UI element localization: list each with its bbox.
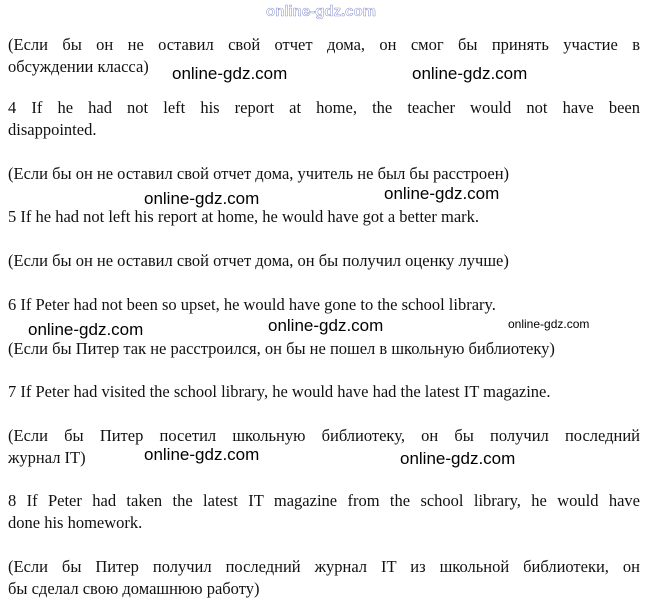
text-line: 5 If he had not left his report at home, he would have got a better mark. bbox=[8, 207, 480, 226]
text-line: 8 If Peter had taken the latest IT magazine from the school library, he would have bbox=[8, 491, 640, 510]
watermark: online-gdz.com bbox=[28, 320, 144, 339]
text-line: журнал IT) bbox=[8, 448, 86, 467]
text-line: (Если бы Питер посетил школьную библиотеку, он бы получил последний bbox=[8, 426, 640, 445]
watermark: online-gdz.com bbox=[384, 184, 500, 203]
text-line: (Если бы Питер получил последний журнал IT из школьной библиотеки, он bbox=[8, 557, 640, 576]
text-line: обсуждении класса) bbox=[8, 57, 149, 76]
watermark: online-gdz.com bbox=[144, 445, 260, 464]
watermark: online-gdz.com bbox=[508, 317, 590, 331]
header-watermark: online-gdz.com bbox=[266, 3, 376, 20]
text-line: (Если бы он не оставил свой отчет дома, он смог бы принять участие в bbox=[8, 35, 640, 54]
watermark: online-gdz.com bbox=[172, 64, 288, 83]
watermark: online-gdz.com bbox=[144, 189, 260, 208]
text-line: бы сделал свою домашнюю работу) bbox=[8, 579, 260, 598]
text-line: 6 If Peter had not been so upset, he would have gone to the school library. bbox=[8, 295, 496, 314]
text-line: 4 If he had not left his report at home, the teacher would not have been bbox=[8, 98, 640, 117]
watermark: online-gdz.com bbox=[412, 64, 528, 83]
text-line: 7 If Peter had visited the school library, he would have had the latest IT magazine. bbox=[8, 382, 551, 401]
text-line: (Если бы он не оставил свой отчет дома, он бы получил оценку лучше) bbox=[8, 251, 509, 270]
text-line: done his homework. bbox=[8, 513, 143, 532]
watermark: online-gdz.com bbox=[400, 449, 516, 468]
text-line: (Если бы Питер так не расстроился, он бы не пошел в школьную библиотеку) bbox=[8, 339, 555, 358]
text-line: (Если бы он не оставил свой отчет дома, учитель не был бы расстроен) bbox=[8, 164, 510, 183]
watermark: online-gdz.com bbox=[268, 316, 384, 335]
text-line: disappointed. bbox=[8, 120, 97, 139]
